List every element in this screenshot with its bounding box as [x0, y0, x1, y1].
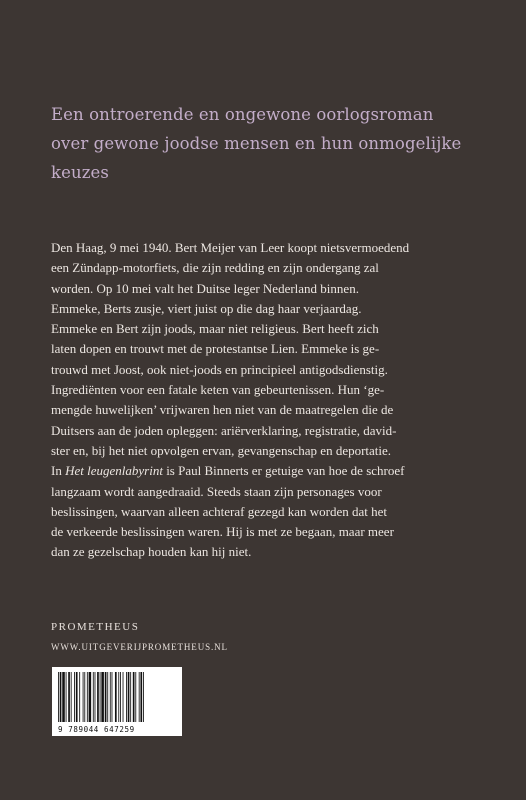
barcode-bars	[58, 672, 176, 722]
blurb-line: worden. Op 10 mei valt het Duitse leger Nederland binnen.	[51, 280, 359, 296]
barcode-bar	[79, 672, 80, 722]
tagline-line: keuzes	[51, 163, 109, 182]
blurb-line: langzaam wordt aangedraaid. Steeds staan zijn personages voor	[51, 483, 382, 499]
barcode-bar	[110, 672, 111, 722]
barcode-bar	[139, 672, 140, 722]
blurb-line: beslissingen, waarvan alleen achteraf gezegd kan worden dat het	[51, 503, 388, 519]
barcode-bar	[135, 672, 136, 722]
blurb-line: mengde huwelijken’ vrijwaren hen niet van de maatregelen die de	[51, 402, 394, 418]
blurb-line: Emmeke, Berts zusje, viert juist op die dag haar verjaardag.	[51, 300, 362, 316]
barcode-bar	[97, 672, 99, 722]
barcode-bar	[120, 672, 121, 722]
blurb-line: Emmeke en Bert zijn joods, maar niet religieus. Bert heeft zich	[51, 321, 379, 337]
blurb-line: Duitsers aan de joden opleggen: ariërverklaring, registratie, david-	[51, 422, 397, 438]
barcode-bar	[66, 672, 67, 722]
barcode-bar	[140, 672, 142, 722]
blurb-line: trouwd met Joost, ook niet-joods en principieel antigodsdienstig.	[51, 361, 388, 377]
barcode-bar	[100, 672, 101, 722]
barcode-bar	[133, 672, 135, 722]
barcode-bar	[93, 672, 94, 722]
barcode-bar	[128, 672, 130, 722]
blurb-line: een Zündapp-motorfiets, die zijn redding en zijn ondergang zal	[51, 260, 379, 276]
barcode-bar	[126, 672, 127, 722]
barcode-bar	[74, 672, 75, 722]
tagline-line: over gewone joodse mensen en hun onmogelijke	[51, 134, 462, 153]
blurb-line: dan ze gezelschap houden kan hij niet.	[51, 544, 252, 560]
blurb-line-prefix: In	[51, 463, 66, 479]
publisher-logo: PROMETHEUS	[51, 621, 140, 633]
blurb-text	[51, 238, 481, 563]
tagline-line: Een ontroerende en ongewone oorlogsroman	[51, 105, 434, 124]
tagline	[51, 100, 491, 187]
barcode-bar	[95, 672, 96, 722]
blurb-line: Ingrediënten voor een fatale keten van gebeurtenissen. Hun ‘ge-	[51, 382, 385, 398]
barcode-bar	[89, 672, 92, 722]
barcode-bar	[83, 672, 84, 722]
blurb-line-suffix: is Paul Binnerts er getuige van hoe de schroef	[162, 463, 405, 479]
barcode-bar	[143, 672, 144, 722]
barcode-bar	[87, 672, 88, 722]
blurb-line: Den Haag, 9 mei 1940. Bert Meijer van Leer koopt nietsvermoedend	[51, 240, 410, 255]
blurb-line: ster en, bij het niet opvolgen ervan, gevangenschap en deportatie.	[51, 442, 392, 458]
barcode-bar	[58, 672, 59, 722]
isbn-digits: 9 789044 647259	[58, 725, 135, 734]
isbn-barcode	[52, 667, 182, 736]
barcode-bar	[84, 672, 85, 722]
blurb-line: de verkeerde beslissingen waren. Hij is met ze begaan, maar meer	[51, 524, 394, 540]
barcode-bar	[123, 672, 124, 722]
barcode-bar	[60, 672, 62, 722]
barcode-bar	[62, 672, 65, 722]
blurb-line	[51, 461, 481, 481]
blurb-line: laten dopen en trouwt met de protestantse Lien. Emmeke is ge-	[51, 341, 380, 357]
barcode-bar	[71, 672, 72, 722]
barcode-bar	[105, 672, 107, 722]
barcode-bar	[107, 672, 108, 722]
barcode-bar	[68, 672, 70, 722]
barcode-bar	[101, 672, 104, 722]
barcode-bar	[115, 672, 117, 722]
barcode-bar	[130, 672, 131, 722]
barcode-bar	[118, 672, 119, 722]
publisher-url: WWW.UITGEVERIJPROMETHEUS.NL	[51, 642, 228, 652]
barcode-bar	[76, 672, 78, 722]
barcode-bar	[112, 672, 113, 722]
book-title-italic: Het leugenlabyrint	[65, 463, 163, 479]
